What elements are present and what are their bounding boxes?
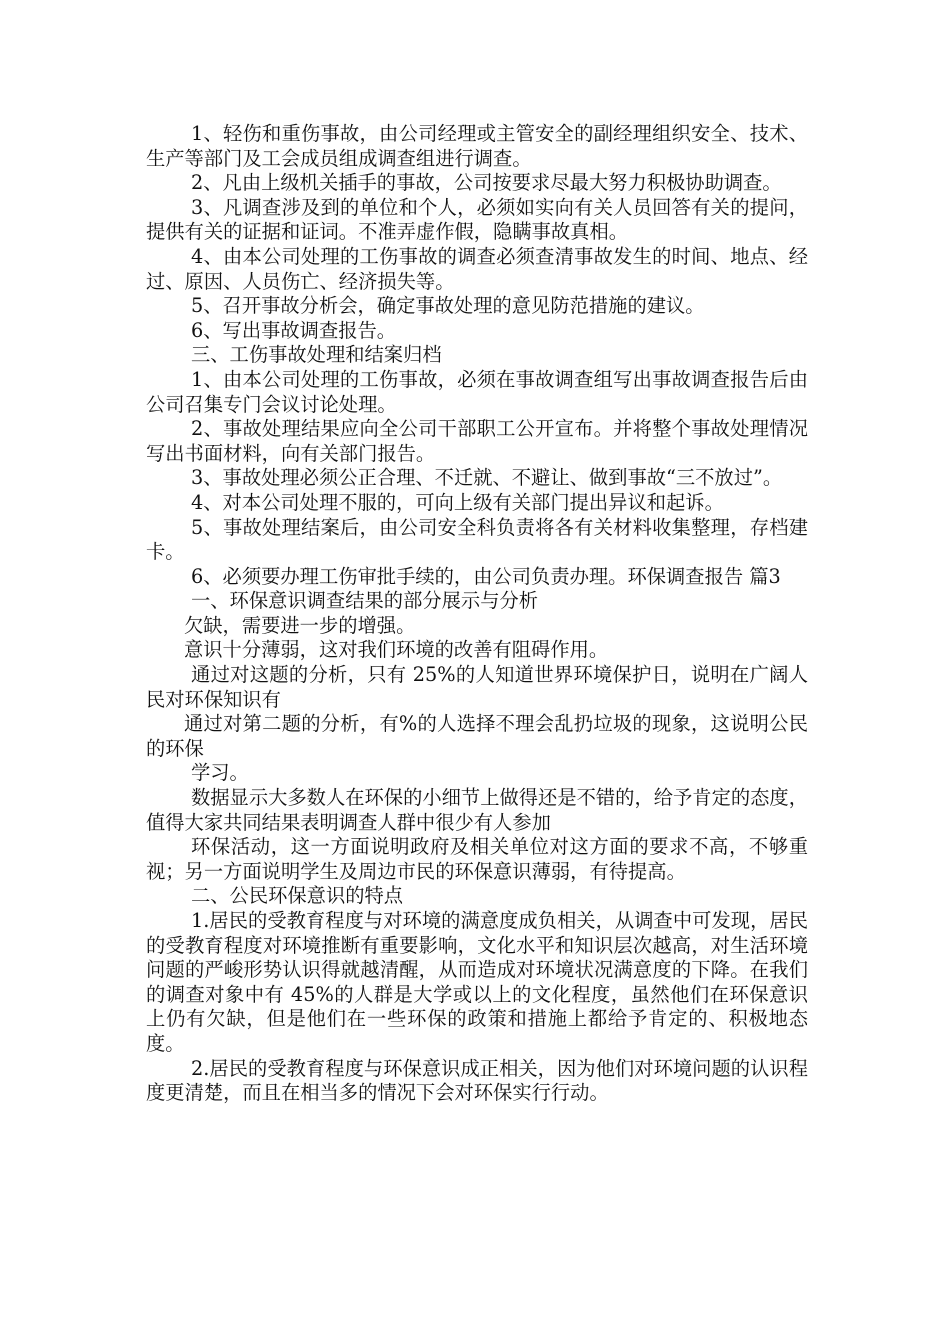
paragraph: 2、凡由上级机关插手的事故，公司按要求尽最大努力积极协助调查。	[191, 171, 782, 195]
paragraph: 4、由本公司处理的工伤事故的调查必须查清事故发生的时间、地点、经过、原因、人员伤亡、经济损失等。	[146, 244, 808, 293]
paragraph: 3、事故处理必须公正合理、不迁就、不避让、做到事故“三不放过”。	[191, 466, 783, 490]
paragraph: 2、事故处理结果应向全公司干部职工公开宣布。并将整个事故处理情况写出书面材料，向有关部门报告。	[146, 417, 808, 465]
paragraph: 2.居民的受教育程度与环保意识成正相关，因为他们对环境问题的认识程度更清楚，而且在相当多的情况下会对环保实行行动。	[146, 1056, 808, 1105]
paragraph: 学习。	[191, 761, 249, 785]
section-heading: 一、环保意识调查结果的部分展示与分析	[191, 589, 539, 613]
document-page	[146, 122, 808, 1106]
paragraph: 数据显示大多数人在环保的小细节上做得还是不错的，给予肯定的态度，值得大家共同结果表明调查人群中很少有人参加	[146, 786, 808, 834]
paragraph: 6、必须要办理工伤审批手续的，由公司负责办理。环保调查报告 篇3	[191, 564, 781, 588]
paragraph: 6、写出事故调查报告。	[191, 318, 397, 342]
paragraph: 4、对本公司处理不服的，可向上级有关部门提出异议和起诉。	[191, 490, 724, 514]
paragraph: 3、凡调查涉及到的单位和个人，必须如实向有关人员回答有关的提问，提供有关的证据和证词。不准弄虚作假，隐瞒事故真相。	[146, 195, 808, 244]
paragraph: 5、召开事故分析会，确定事故处理的意见防范措施的建议。	[191, 294, 705, 318]
paragraph: 1.居民的受教育程度与对环境的满意度成负相关，从调查中可发现，居民的受教育程度对环境推断有重要影响，文化水平和知识层次越高，对生活环境问题的严峻形势认识得就越清醒，从而造成对环境状况满意度的下降。在我们的调查对象中有 45%的人群是大学或以上的文化程度，虽然他们在环保意识上仍有欠缺，但是他们在一些环保的政策和措施上都给予肯定的、积极地态度。	[146, 909, 808, 1055]
paragraph: 环保活动，这一方面说明政府及相关单位对这方面的要求不高，不够重视；另一方面说明学生及周边市民的环保意识薄弱，有待提高。	[146, 835, 808, 883]
paragraph: 通过对第二题的分析，有%的人选择不理会乱扔垃圾的现象，这说明公民的环保	[146, 712, 808, 760]
paragraph: 1、轻伤和重伤事故，由公司经理或主管安全的副经理组织安全、技术、生产等部门及工会成员组成调查组进行调查。	[146, 122, 808, 170]
section-heading: 三、工伤事故处理和结案归档	[191, 343, 442, 367]
paragraph: 意识十分薄弱，这对我们环境的改善有阻碍作用。	[184, 638, 609, 662]
paragraph: 1、由本公司处理的工伤事故，必须在事故调查组写出事故调查报告后由公司召集专门会议讨论处理。	[146, 367, 808, 416]
section-heading: 二、公民环保意识的特点	[191, 884, 404, 908]
paragraph: 通过对这题的分析，只有 25%的人知道世界环境保护日，说明在广阔人民对环保知识有	[146, 663, 808, 711]
paragraph: 欠缺，需要进一步的增强。	[184, 613, 416, 637]
paragraph: 5、事故处理结案后，由公司安全科负责将各有关材料收集整理，存档建卡。	[146, 515, 808, 564]
